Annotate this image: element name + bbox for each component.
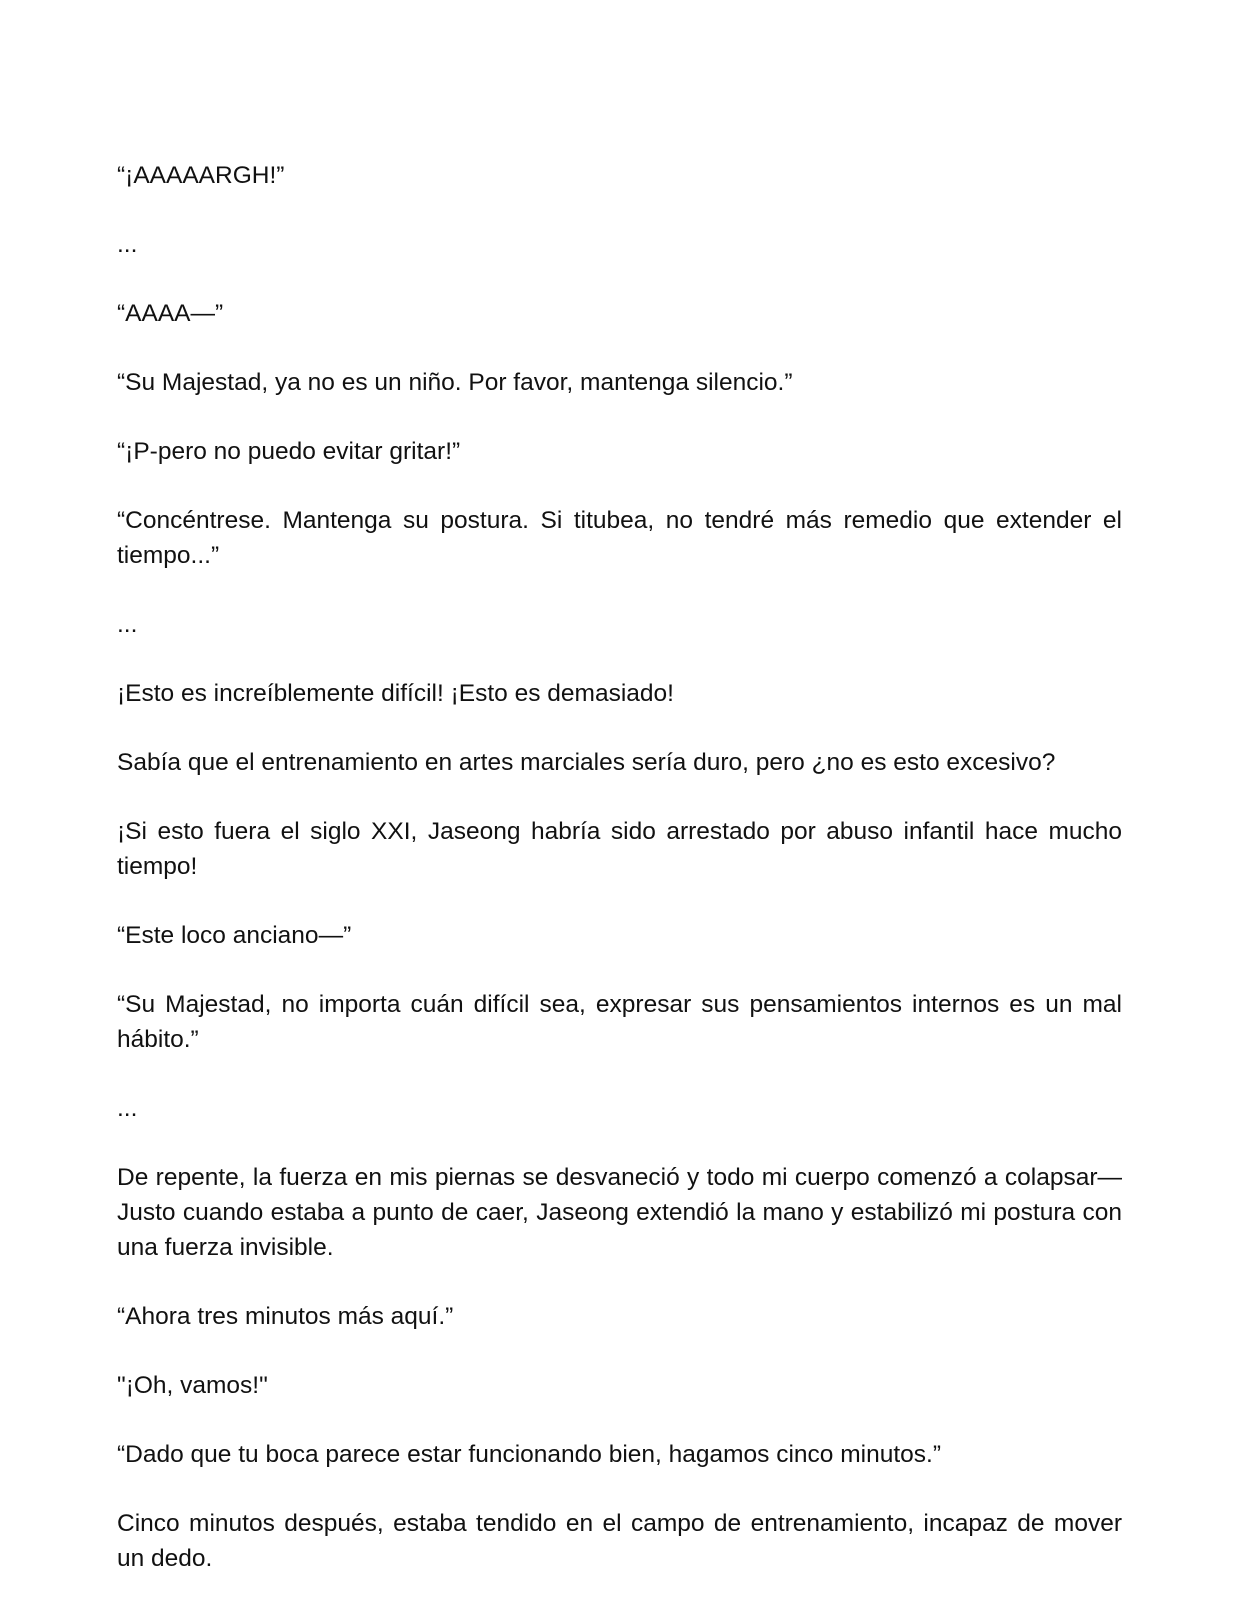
paragraph-dialogue: “Su Majestad, no importa cuán difícil sea, expresar sus pensamientos internos es un mal hábito.”: [117, 991, 1122, 1053]
paragraph-dialogue: “Ahora tres minutos más aquí.”: [117, 1303, 454, 1330]
document-body: [117, 158, 1122, 1576]
paragraph-ellipsis: ...: [117, 1095, 138, 1122]
paragraph-narration: De repente, la fuerza en mis piernas se desvaneció y todo mi cuerpo comenzó a colapsar— Justo cuando estaba a punto de caer, Jaseong extendió la mano y estabilizó mi postura con una fuerza invisible.: [117, 1164, 1122, 1261]
paragraph-cut-scream: “AAAA—”: [117, 300, 224, 327]
paragraph-narration: Cinco minutos después, estaba tendido en el campo de entrenamiento, incapaz de mover un dedo.: [117, 1510, 1122, 1572]
paragraph-scream: “¡AAAAARGH!”: [117, 162, 285, 189]
paragraph-dialogue: "¡Oh, vamos!": [117, 1372, 268, 1399]
paragraph-dialogue: “Este loco anciano—”: [117, 922, 352, 949]
paragraph-narration: Sabía que el entrenamiento en artes marciales sería duro, pero ¿no es esto excesivo?: [117, 749, 1056, 776]
paragraph-dialogue: “¡P-pero no puedo evitar gritar!”: [117, 438, 461, 465]
paragraph-narration: ¡Esto es increíblemente difícil! ¡Esto es demasiado!: [117, 680, 674, 707]
paragraph-narration: ¡Si esto fuera el siglo XXI, Jaseong habría sido arrestado por abuso infantil hace mucho tiempo!: [117, 818, 1122, 880]
paragraph-dialogue: “Su Majestad, ya no es un niño. Por favor, mantenga silencio.”: [117, 369, 793, 396]
paragraph-ellipsis: ...: [117, 611, 138, 638]
paragraph-dialogue: “Dado que tu boca parece estar funcionando bien, hagamos cinco minutos.”: [117, 1441, 941, 1468]
paragraph-ellipsis: ...: [117, 231, 138, 258]
paragraph-dialogue: “Concéntrese. Mantenga su postura. Si titubea, no tendré más remedio que extender el tiempo...”: [117, 507, 1122, 569]
